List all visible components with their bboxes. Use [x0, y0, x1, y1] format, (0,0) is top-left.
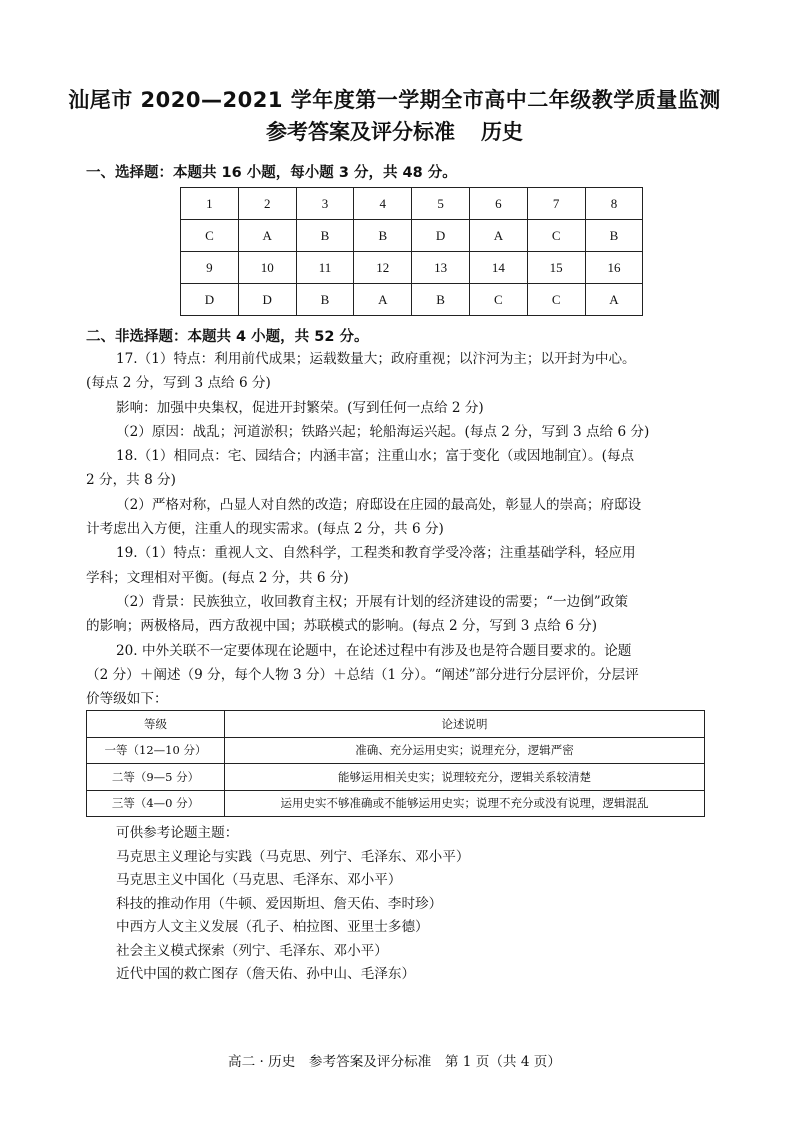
answer-key-table — [180, 187, 643, 316]
table-row — [181, 188, 643, 220]
table-cell: 13 — [412, 252, 470, 284]
answer-line: 计考虑出入方便，注重人的现实需求。(每点 2 分，共 6 分) — [86, 521, 444, 538]
table-cell: D — [238, 284, 296, 316]
answer-line: 18.（1）相同点：宅、园结合；内涵丰富；注重山水；富于变化（或因地制宜）。(每点 — [116, 448, 635, 465]
list-item: 中西方人文主义发展（孔子、柏拉图、亚里士多德） — [116, 919, 429, 935]
answer-line: 学科；文理相对平衡。(每点 2 分，共 6 分) — [86, 569, 349, 586]
table-row — [87, 764, 705, 791]
list-item: 近代中国的救亡图存（詹天佑、孙中山、毛泽东） — [116, 966, 416, 982]
reference-topics — [116, 822, 469, 987]
table-cell: 9 — [181, 252, 239, 284]
answer-line: (每点 2 分，写到 3 点给 6 分) — [86, 375, 271, 392]
answer-line: （2 分）＋阐述（9 分，每个人物 3 分）＋总结（1 分）。“阐述”部分进行分层评价，分层评 — [86, 666, 639, 683]
table-cell: A — [585, 284, 643, 316]
section2-heading: 二、非选择题：本题共 4 小题，共 52 分。 — [86, 329, 369, 345]
table-header-cell: 论述说明 — [225, 711, 705, 738]
table-row — [87, 737, 705, 764]
table-cell: 三等（4—0 分） — [87, 790, 225, 817]
answer-line: 价等级如下： — [86, 691, 168, 708]
table-cell: B — [296, 220, 354, 252]
table-cell: B — [354, 220, 412, 252]
table-cell: 二等（9—5 分） — [87, 764, 225, 791]
table-cell: 6 — [469, 188, 527, 220]
table-cell: D — [181, 284, 239, 316]
answer-line: 17.（1）特点：利用前代成果；运载数量大；政府重视；以汴河为主；以开封为中心。 — [116, 351, 636, 367]
table-row — [87, 790, 705, 817]
answer-line: （2）原因：战乱；河道淤积；铁路兴起；轮船海运兴起。(每点 2 分，写到 3 点给 6 分) — [116, 423, 650, 440]
table-header-row — [87, 711, 705, 738]
topics-intro: 可供参考论题主题： — [116, 825, 239, 841]
table-cell: 14 — [469, 252, 527, 284]
table-cell: C — [527, 284, 585, 316]
table-cell: 12 — [354, 252, 412, 284]
list-item: 马克思主义理论与实践（马克思、列宁、毛泽东、邓小平） — [116, 848, 470, 865]
table-cell: C — [181, 220, 239, 252]
table-cell: 10 — [238, 252, 296, 284]
table-cell: C — [469, 284, 527, 316]
answer-line: 20. 中外关联不一定要体现在论题中，在论述过程中有涉及也是符合题目要求的。论题 — [116, 642, 632, 659]
table-cell: 3 — [296, 188, 354, 220]
document-subtitle — [0, 116, 789, 146]
answer-line: 的影响；两极格局，西方敌视中国；苏联模式的影响。(每点 2 分，写到 3 点给 6 分) — [86, 618, 598, 635]
table-cell: B — [296, 284, 354, 316]
answer-body — [86, 347, 706, 711]
subtitle-subject: 历史 — [481, 120, 523, 144]
table-cell: 一等（12—10 分） — [87, 737, 225, 764]
answer-line: 19.（1）特点：重视人文、自然科学，工程类和教育学受冷落；注重基础学科，轻应用 — [116, 545, 636, 562]
answer-line: 2 分，共 8 分) — [86, 472, 176, 489]
table-cell: B — [585, 220, 643, 252]
table-cell: B — [412, 284, 470, 316]
table-cell: 4 — [354, 188, 412, 220]
table-cell: 16 — [585, 252, 643, 284]
list-item: 社会主义模式探索（列宁、毛泽东、邓小平） — [116, 942, 388, 959]
table-cell: 能够运用相关史实；说理较充分，逻辑关系较清楚 — [225, 764, 705, 791]
answer-line: 影响：加强中央集权，促进开封繁荣。(写到任何一点给 2 分) — [116, 399, 484, 416]
subtitle-main: 参考答案及评分标准 — [266, 120, 455, 144]
table-cell: 11 — [296, 252, 354, 284]
page-footer: 高二 · 历史 参考答案及评分标准 第 1 页（共 4 页） — [227, 1054, 561, 1070]
table-cell: A — [469, 220, 527, 252]
table-cell: 准确、充分运用史实；说理充分，逻辑严密 — [225, 737, 705, 764]
answer-line: （2）背景：民族独立，收回教育主权；开展有计划的经济建设的需要；“一边倒”政策 — [116, 593, 628, 610]
grading-rubric-table — [86, 710, 705, 817]
table-cell: 5 — [412, 188, 470, 220]
table-cell: C — [527, 220, 585, 252]
list-item: 马克思主义中国化（马克思、毛泽东、邓小平） — [116, 872, 402, 888]
section1-heading: 一、选择题：本题共 16 小题，每小题 3 分，共 48 分。 — [86, 165, 457, 181]
table-header-cell: 等级 — [87, 711, 225, 738]
document-title: 汕尾市 2020—2021 学年度第一学期全市高中二年级教学质量监测 — [68, 88, 721, 112]
table-cell: A — [238, 220, 296, 252]
table-row — [181, 220, 643, 252]
table-cell: 7 — [527, 188, 585, 220]
table-cell: 运用史实不够准确或不能够运用史实；说理不充分或没有说理，逻辑混乱 — [225, 790, 705, 817]
table-cell: 15 — [527, 252, 585, 284]
list-item: 科技的推动作用（牛顿、爱因斯坦、詹天佑、李时珍） — [116, 895, 443, 912]
table-cell: 2 — [238, 188, 296, 220]
table-cell: A — [354, 284, 412, 316]
table-row — [181, 284, 643, 316]
table-cell: D — [412, 220, 470, 252]
table-cell: 1 — [181, 188, 239, 220]
answer-line: （2）严格对称，凸显人对自然的改造；府邸设在庄园的最高处，彰显人的崇高；府邸设 — [116, 496, 642, 513]
table-row — [181, 252, 643, 284]
table-cell: 8 — [585, 188, 643, 220]
